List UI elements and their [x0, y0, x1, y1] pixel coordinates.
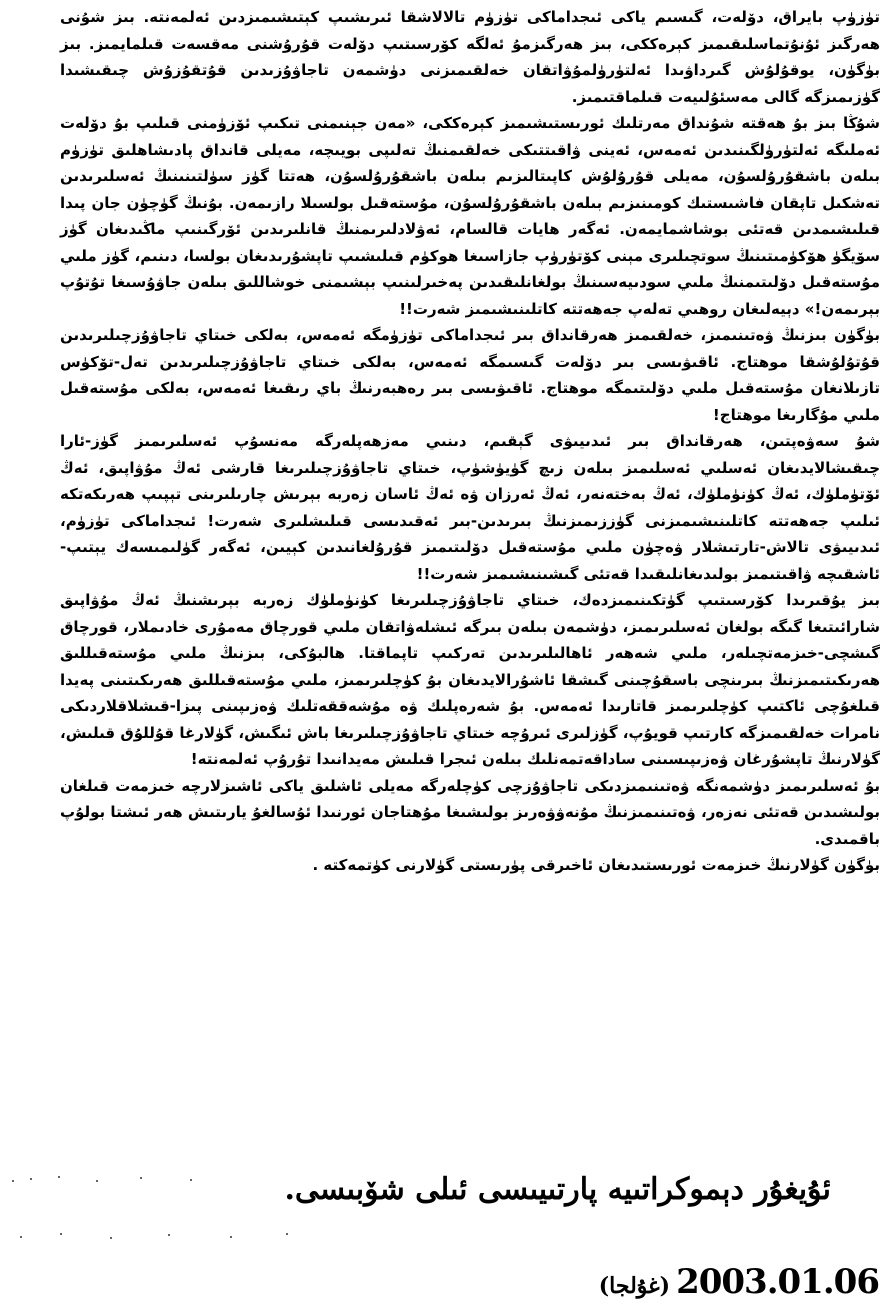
paragraph-2: شۇڭا بىز بۇ ھەقتە شۇنداق مەرتلىك ئورىستىشىمىز كېرەككى، «مەن جېنىمنى تىكىپ ئۆزۈمنى قىلىپ بۇ دۆلەت ئەملىگە ئەلتۈرۈلگىنىدىن ئەمەس، ئەينى ۋاقىتتىكى خەلقىمنىڭ تەلىپى بويىچە، مەيلى قانداق پادىشاھلىق تۈزۈم بىلەن باشقۇرۇلسۇن، مەيلى قۇرۇلۇش كاپىتالىزىم بىلەن باشقۇرۇلسۇن، ھەتتا گۈز سۈلتىنىنىڭ ئەسلىرىدىن تەشكىل تاپقان فاشىستىك كومىنىزىم بىلەن باشقۇرۇلسۇن، مۇستەقىل بولسىلا رازىمەن. بۇنىڭ گۈچۈن جان پىدا قىلىشىمدىن قەتئى بوشاشمايمەن. ئەگەر ھايات قالسام، ئەۋلادلىرىمنىڭ قانلىرىدىن ئۆرگىنىپ ماڭىدىغان گۈز سۆيگۈ ھۆكۈمىتىنىڭ سوتچىلىرى مېنى كۆتۈرۈپ جازاسىغا ھوكۈم قىلىشىپ تاپشۇرىدىغان بولسا، دىنىم، گۈز ملىي مۇستەقىل دۆلىتىمنىڭ ملىي سودىيەسىنىڭ بولغانلىقىدىن پەخىرلىنىپ بېشىمنى خوشاللىق بىلەن جاۋۇسىغا تۇتۇپ بېرىمەن!» دېيەلىغان روھىي تەلەپ جەھەتتە كاتلىنىشىمىز شەرت!!: [60, 114, 880, 318]
date-place-line: [599, 1262, 879, 1312]
place-label: (غۇلجا): [598, 1273, 671, 1299]
scan-speck: [230, 1236, 232, 1238]
scan-speck: [12, 1180, 14, 1182]
paragraph-1: تۈزۈپ بايراق، دۆلەت، گىسىم ياكى ئىجداماكى تۈزۈم تالالاشقا ئىرىشىپ كېتىشىمىزدىن ئەلمەنتە. بىز شۇنى ھەرگىز ئۇنۇتماسلىقىمىز كېرەككى، بىز ھەرگىزمۇ ئەلگە كۆرسىتىپ دۆلەت قۇرۇشنى مەقسەت قىلمايمىز. بىز بۈگۈن، يوقۇلۇش گىرداۋىدا ئەلتۈرۈلمۇۋاتقان خەلقىمىزنى دۈشمەن تاجاۋۇزىدىن قۇتقۇزۇش چىقىشىدا گۈزىمىزگە گالى مەسئۇلىيەت قىلماقتىمىز.: [60, 8, 880, 106]
paragraph-3: بۈگۈن بىزنىڭ ۋەتىنىمىز، خەلقىمىز ھەرقانداق بىر ئىجداماكى تۈزۈمگە ئەمەس، بەلكى خىتاي تاجاۋۇزچىلىرىدىن قۇتۇلۇشقا موھتاج. ئاقىۋىسى بىر دۆلەت گىسىمگە ئەمەس، بەلكى خىتاي تاجاۋۇزچىلىرىدىن تەل-تۆكۈس تازىلانغان مۇستەقىل ملىي دۆلىتىمگە موھتاج. ئاقىۋىسى بىر رەھبەرنىڭ باي رىقىغا ئەمەس، بەلكى مۇستەقىل ملىي مۇگارىغا موھتاج!: [60, 326, 880, 424]
scan-speck: [286, 1233, 288, 1235]
scan-speck: [140, 1177, 142, 1179]
scan-speck: [20, 1236, 22, 1238]
scan-speck: [190, 1179, 192, 1181]
scan-speck: [96, 1180, 98, 1182]
paragraph-7: بۈگۈن گۈلارنىڭ خىزمەت ئورىستىدىغان ئاخىرقى پۈرىستى گۈلارنى كۈتمەكتە .: [312, 856, 880, 874]
scan-speck: [110, 1237, 112, 1239]
scan-speck: [58, 1176, 60, 1178]
letter-body: [60, 4, 880, 879]
paragraph-5: بىز يۇقىرىدا كۆرسىتىپ گۈتكىنىمىزدەك، خىتاي تاجاۋۇزچىلىرىغا كۈنۈملۈك زەربە بېرىشنىڭ ئەڭ مۇۋاپىق شارائىتىغا گىگە بولغان ئەسلىرىمىز، دۈشمەن بىلەن بىرگە ئىشلەۋاتقان ملىي قورچاق مەمۇرى خادىملار، قورچاق گىشچى-خىزمەتچىلەر، ملىي شەھەر ئاھالىلىرىدىن تەركىپ تاپماقتا. ھالبۇكى، بىزنىڭ ملىي مۇستەقىللىق ھەرىكىتىمىزنىڭ بىرىنچى باسقۇچىنى گىشقا ئاشۇرالايدىغان بۇ كۈچلىرىمىز، ملىي مۇستەقىللىق ھەرىكىتىنى پەيدا قىلغۇچى ئاكتىپ كۈچلىرىمىز قاتارىدا ئەمەس. بۇ شەرەپلىك ۋە مۇشەققەتلىك ۋەزىپىنى پىزا-قىشلاقلاردىكى نامرات خەلقىمىزگە كارتىپ قويۇپ، گۈزلىرى ئىرۇچە خىتاي تاجاۋۇزچىلىرىغا باش ئىگىش، گۈلارغا قۇللۇق قىلىش، گۈلارنىڭ تاپشۇرغان ۋەزىپىسىنى ساداقەتمەنلىك بىلەن ئىجرا قىلىش مەيدانىدا تۇرۇپ ئەلمەنتە!: [60, 591, 880, 768]
scan-speck: [60, 1233, 62, 1235]
paragraph-4: شۇ سەۋەپتىن، ھەرقانداق بىر ئىدىيىۋى گېقىم، دىنىي مەزھەپلەرگە مەنسۇپ ئەسلىرىمىز گۈز-ئارا چىقىشالايدىغان ئەسلىي ئەسلىمىز بىلەن زىچ گۈيۈشۈپ، خىتاي تاجاۋۇزچىلىرىغا قارشى ئەڭ مۇۋاپىق، ئەڭ ئۆتۈملۈك، ئەڭ كۈنۈملۈك، ئەڭ بەختەنەر، ئەڭ ئەرزان ۋە ئەڭ ئاسان زەربە بېرىش چارىلىرىنى تېپىپ ھەرىكەتكە ئىلىپ جەھەتتە كاتلىنىشىمىزنى گۈززىمىزنىڭ بىرىدىن-بىر ئەقىدىسى قىلىشلىرى شەرت! ئىجداماكى تۈزۈم، ئىدىيىۋى تالاش-تارتىشلار ۋەچۈن ملىي مۇستەقىل دۆلىتىمىز قۇرۇلغانىدىن كېيىن، ئەگەر گۈلىمىسەك يېتىپ-ئاشقىچە ۋاقىتىمىز بولىدىغانلىقىدا قەتئى گىشىنىشىمىز شەرت!!: [60, 432, 880, 583]
date-label: 2003.01.06: [676, 1262, 879, 1302]
paragraph-6: بۇ ئەسلىرىمىز دۈشمەنگە ۋەتىنىمىزدىكى تاجاۋۇزچى كۈچلەرگە مەيلى ئاشلىق ياكى ئاشىزلارچە خىزمەت قىلغان بولىشىدىن قەتئى نەزەر، ۋەتىنىمىزنىڭ مۇنەۋۋەرىز بولىشىغا مۇھتاجان ئورنىدا ئۇسالغۇ يارىتىش ھەر ئىشتا بولۇپ باقمىدى.: [60, 776, 880, 848]
scan-speck: [30, 1178, 32, 1180]
signature-line: ئۇيغۇر دېموكراتىيە پارتىيىسى ئىلى شۆبىسى.: [284, 1172, 831, 1207]
scan-speck: [168, 1234, 170, 1236]
